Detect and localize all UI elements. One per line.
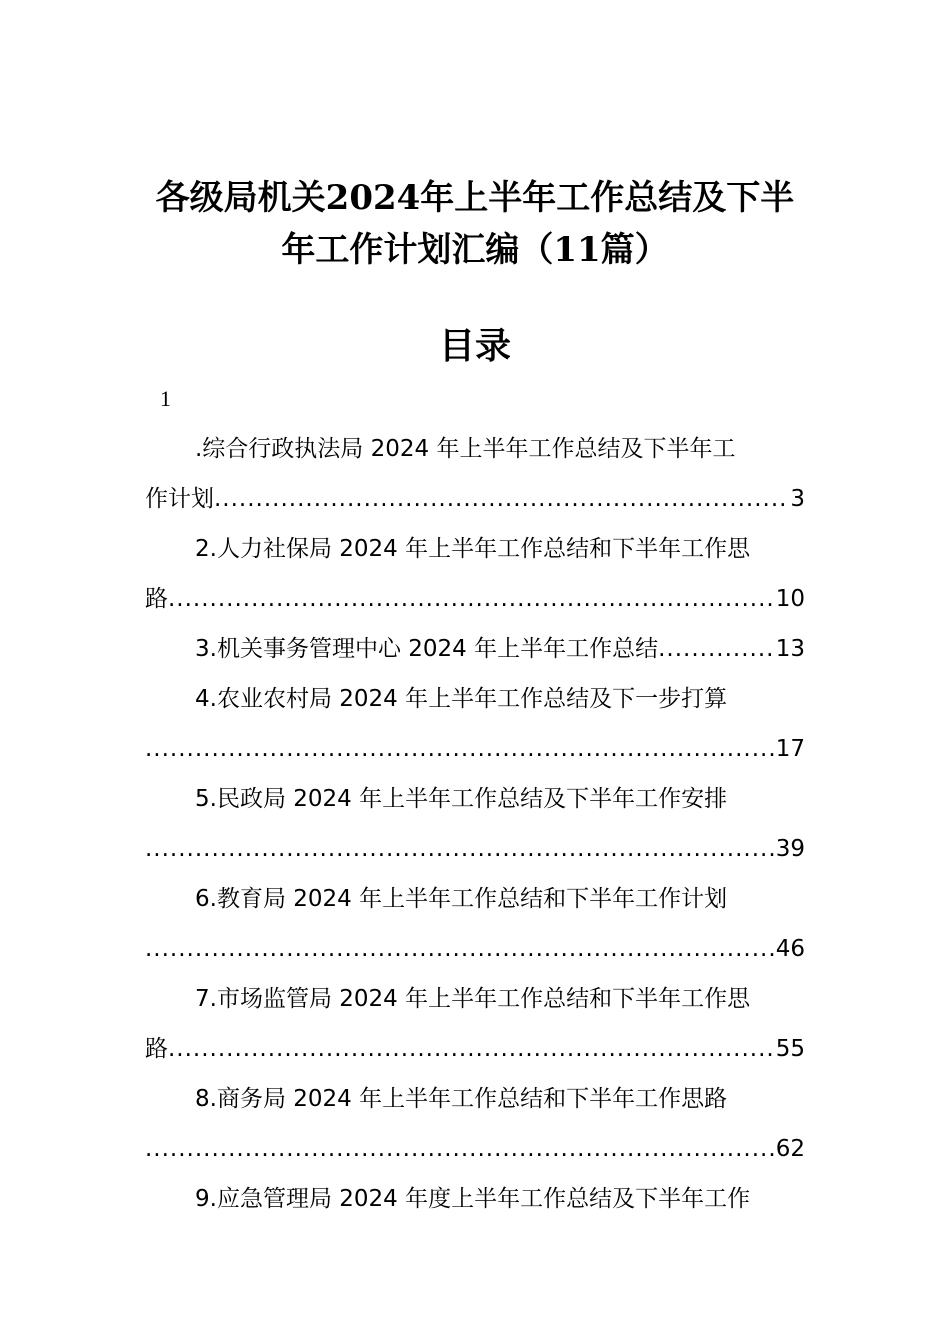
toc-entry-title[interactable]: 4.农业农村局 2024 年上半年工作总结及下一步打算 [195,686,728,712]
dot-leader [145,1124,776,1174]
toc-entry-2-line-2[interactable] [145,574,805,624]
toc-entry-title-continuation[interactable]: 路 [145,586,168,612]
document-title-line-1: 各级局机关2024年上半年工作总结及下半 [155,178,795,218]
toc-entry-6-line-1[interactable] [145,874,805,924]
toc-entry-1-line-2[interactable] [145,474,805,524]
toc-entry-8-line-1[interactable] [145,1074,805,1124]
toc-page-number[interactable]: 13 [775,636,805,662]
toc-entry-7-line-1[interactable] [145,974,805,1024]
dot-leader [168,1024,776,1074]
toc-page-number[interactable]: 46 [775,936,805,962]
toc-page-number[interactable]: 62 [775,1136,805,1162]
dot-leader [145,724,776,774]
toc-entry-title[interactable]: 9.应急管理局 2024 年度上半年工作总结及下半年工作 [195,1186,751,1212]
dot-leader [214,474,790,524]
toc-entry-title[interactable]: 2.人力社保局 2024 年上半年工作总结和下半年工作思 [195,536,751,562]
dot-leader [145,824,776,874]
toc-entry-title[interactable]: .综合行政执法局 2024 年上半年工作总结及下半年工 [195,436,736,462]
toc-entry-8-line-2[interactable] [145,1124,805,1174]
toc-entry-title[interactable]: 3.机关事务管理中心 2024 年上半年工作总结 [195,636,659,662]
toc-entry-title[interactable]: 6.教育局 2024 年上半年工作总结和下半年工作计划 [195,886,728,912]
toc-entry-6-line-2[interactable] [145,924,805,974]
toc-page-number[interactable]: 55 [775,1036,805,1062]
document-title-line-2: 年工作计划汇编（11篇） [281,230,669,270]
toc-entry-4-line-1[interactable] [145,674,805,724]
dot-leader [168,574,776,624]
toc-page-number[interactable]: 3 [790,486,805,512]
toc-entry-title[interactable]: 8.商务局 2024 年上半年工作总结和下半年工作思路 [195,1086,728,1112]
toc-entry-title[interactable]: 5.民政局 2024 年上半年工作总结及下半年工作安排 [195,786,728,812]
toc-entry-7-line-2[interactable] [145,1024,805,1074]
toc-entry-1-line-1[interactable] [145,424,805,474]
toc-page-number[interactable]: 39 [775,836,805,862]
toc-entry-4-line-2[interactable] [145,724,805,774]
toc-entry-5-line-2[interactable] [145,824,805,874]
toc-entry-title-continuation[interactable]: 作计划 [145,486,214,512]
toc-entry-3-line-1[interactable] [145,624,805,674]
toc-page-number[interactable]: 17 [775,736,805,762]
toc-heading: 目录 [438,325,511,367]
table-of-contents [145,424,805,1224]
toc-entry-title-continuation[interactable]: 路 [145,1036,168,1062]
dot-leader [658,624,776,674]
toc-entry-title[interactable]: 7.市场监管局 2024 年上半年工作总结和下半年工作思 [195,986,751,1012]
toc-page-number[interactable]: 10 [775,586,805,612]
list-number-marker: 1 [160,386,171,411]
dot-leader [145,924,776,974]
toc-entry-5-line-1[interactable] [145,774,805,824]
toc-entry-2-line-1[interactable] [145,524,805,574]
toc-entry-9-line-1[interactable] [145,1174,805,1224]
